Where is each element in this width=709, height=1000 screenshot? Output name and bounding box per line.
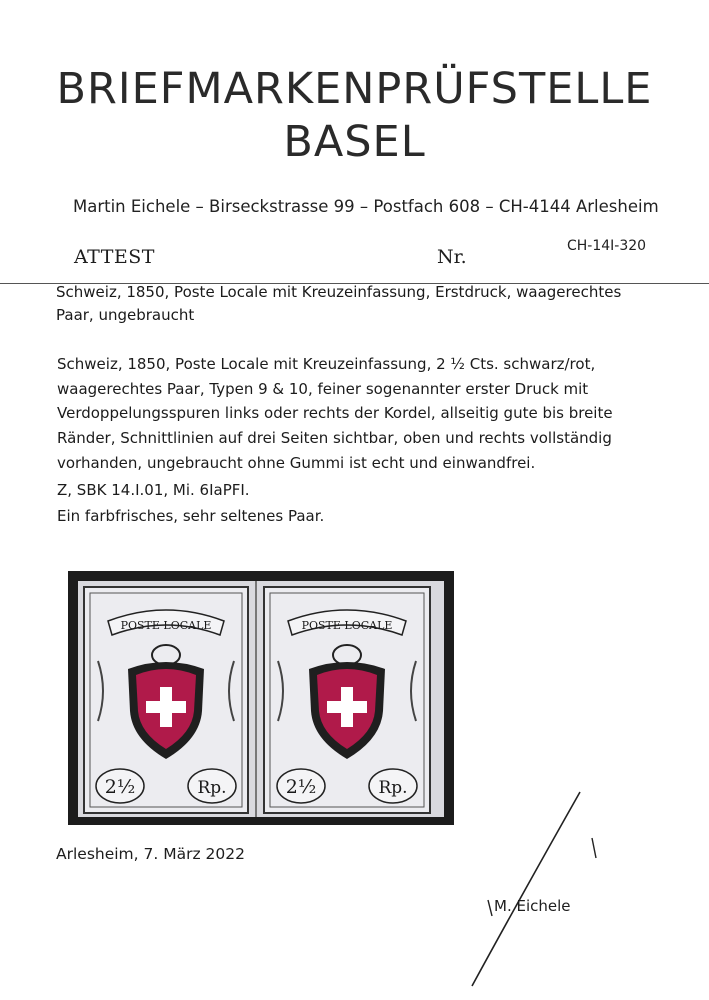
- stamp-left: [84, 587, 248, 813]
- description-line: vorhanden, ungebraucht ohne Gummi ist echt und einwandfrei.: [57, 454, 536, 472]
- stamp-right: [264, 587, 430, 813]
- stamp-banner-text: POSTE LOCALE: [120, 619, 212, 632]
- attest-label: ATTEST: [74, 246, 155, 268]
- stamp-pair-image: [68, 571, 454, 825]
- stamp-value-unit: Rp.: [197, 778, 227, 798]
- stamp-value-unit: Rp.: [378, 778, 408, 798]
- place-and-date: Arlesheim, 7. März 2022: [56, 845, 245, 863]
- description-line: Schweiz, 1850, Poste Locale mit Kreuzeinfassung, 2 ½ Cts. schwarz/rot,: [57, 355, 596, 373]
- stamp-banner-text: POSTE LOCALE: [301, 619, 393, 632]
- description-line: Verdoppelungsspuren links oder rechts der Kordel, allseitig gute bis breite: [57, 404, 613, 422]
- handwritten-signature: [460, 788, 620, 988]
- catalogue-reference: Z, SBK 14.I.01, Mi. 6IaPFI.: [57, 481, 250, 499]
- description-line: Ränder, Schnittlinien auf drei Seiten sichtbar, oben und rechts vollständig: [57, 429, 612, 447]
- stamp-value-fraction: 2½: [285, 776, 317, 798]
- subject-line-1: Schweiz, 1850, Poste Locale mit Kreuzeinfassung, Erstdruck, waagerechtes: [56, 283, 622, 301]
- subject-line-2: Paar, ungebraucht: [56, 306, 195, 324]
- address-line: Martin Eichele – Birseckstrasse 99 – Postfach 608 – CH-4144 Arlesheim: [73, 197, 659, 216]
- number-label: Nr.: [437, 246, 467, 268]
- description-line: waagerechtes Paar, Typen 9 & 10, feiner sogenannter erster Druck mit: [57, 380, 589, 398]
- institution-title: BRIEFMARKENPRÜFSTELLE: [56, 64, 653, 114]
- quality-remark: Ein farbfrisches, sehr seltenes Paar.: [57, 507, 325, 525]
- signer-name: M. Eichele: [494, 897, 571, 915]
- stamp-value-fraction: 2½: [104, 776, 136, 798]
- institution-city: BASEL: [283, 117, 426, 167]
- certificate-number: CH-14I-320: [567, 238, 647, 254]
